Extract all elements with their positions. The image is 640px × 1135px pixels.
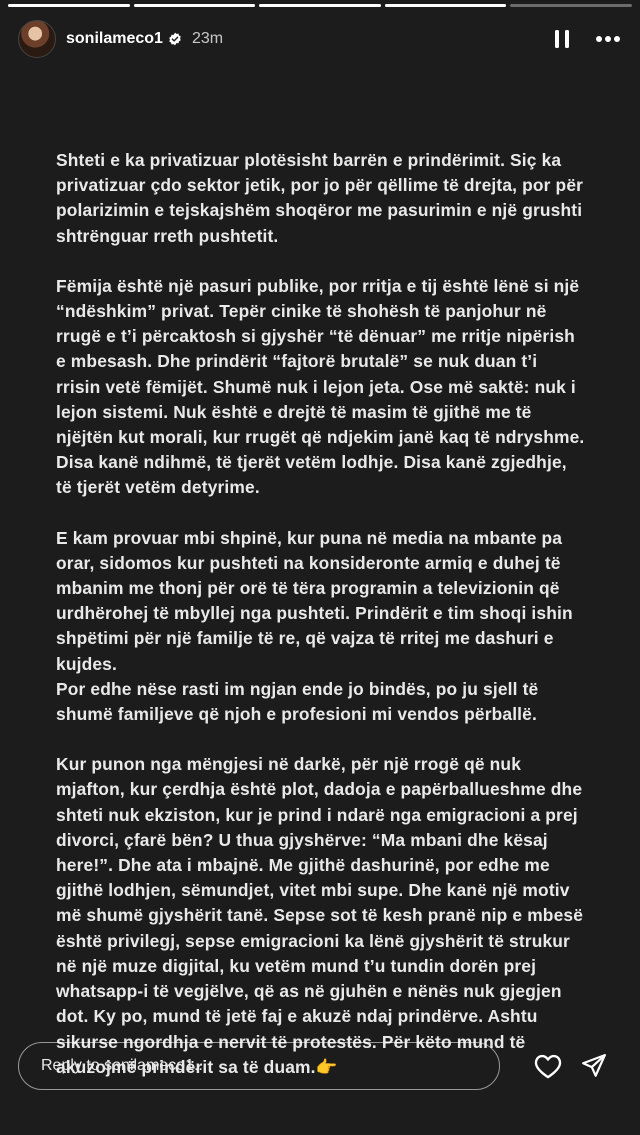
avatar[interactable]	[18, 20, 56, 58]
username[interactable]: sonilameco1	[66, 30, 163, 47]
progress-fill	[259, 4, 381, 7]
progress-segment	[8, 4, 130, 7]
progress-segment	[134, 4, 256, 7]
progress-fill	[385, 4, 507, 7]
post-time: 23m	[191, 30, 224, 47]
story-text-block	[56, 148, 586, 1080]
story-paragraph: Kur punon nga mëngjesi në darkë, për një rrogë që nuk mjafton, kur çerdhja është plot, dadoja e papërballueshme dhe shteti nuk ekziston, kur je prind i ndarë nga emigracioni a prej divorci, çfarë bën? U thua gjyshërve: “Ma mbani dhe kësaj here!”. Dhe ata i mbajnë. Me gjithë dashurinë, por edhe me gjithë lodhjen, sëmundjet, vitet mbi supe. Dhe kanë një motiv më shumë gjyshërit tanë. Sepse sot të kesh pranë nip e mbesë është privilegj, sepse emigracioni ka lënë gjyshërit të strukur në një muze digjital, ku vetëm mund t’u tundin dorën prej whatsapp-i të vegjëlve, që as në gjuhën e nënës nuk gjegjen dot. Ky po, mund të jetë faj e akuzë ndaj prindërve. Ashtu sikurse ngordhja e nervit të protestës. Për këto mund të akuzojmë prindërit sa të duam.👉	[56, 754, 584, 1077]
more-options-button[interactable]	[592, 23, 624, 55]
progress-fill	[8, 4, 130, 7]
pause-button[interactable]	[546, 23, 578, 55]
pause-icon	[554, 29, 570, 49]
story-header	[18, 20, 624, 58]
heart-outline-icon	[534, 1053, 562, 1079]
send-button[interactable]	[576, 1048, 612, 1084]
story-footer	[18, 1041, 622, 1091]
progress-segment	[259, 4, 381, 7]
progress-segment	[510, 4, 632, 7]
more-horizontal-icon	[595, 35, 621, 43]
progress-segment	[385, 4, 507, 7]
story-paragraph: Fëmija është një pasuri publike, por rritja e tij është lënë si një “ndëshkim” privat. Tepër cinike të shohësh të panjohur në rrugë e t’i përcaktosh si gjyshër “të dënuar” me rritje nipërish e mbesash. Dhe prindërit “fajtorë brutalë” se nuk duan t’i rrisin vetë fëmijët. Shumë nuk i lejon jeta. Ose më saktë: nuk i lejon sistemi. Nuk është e drejtë të masim të gjithë me të njëjtën kut morali, kur rrugët që ndjekim janë kaq të ndryshme. Disa kanë ndihmë, të tjerët vetëm lodhje. Disa kanë zgjedhje, të tjerët vetëm detyrime.	[56, 275, 585, 498]
story-progress-bar	[8, 4, 632, 7]
send-paper-plane-icon	[581, 1053, 607, 1079]
reply-input[interactable]	[18, 1042, 500, 1090]
progress-fill	[134, 4, 256, 7]
like-button[interactable]	[530, 1048, 566, 1084]
verified-badge-icon	[168, 32, 182, 46]
story-paragraph: Shteti e ka privatizuar plotësisht barrën e prindërimit. Siç ka privatizuar çdo sektor jetik, por jo për qëllime të drejta, por për polarizimin e tejskajshëm shoqëror me pasurimin e një grushti shtrënguar rreth pushtetit.	[56, 150, 584, 246]
story-paragraph: E kam provuar mbi shpinë, kur puna në media na mbante pa orar, sidomos kur pushteti na konsideronte armiq e duhej të mbanim me thonj për orë të tëra programin a televizionin që urdhërohej të mbyllej nga pushteti. Prindërit e tim shoqi ishin shpëtimi për një familje të re, që vajza të rritej me dashuri e kujdes. Por edhe nëse rasti im ngjan ende jo bindës, po ju sjell të shumë familjeve që njoh e profesioni mi vendos përballë.	[56, 527, 573, 725]
